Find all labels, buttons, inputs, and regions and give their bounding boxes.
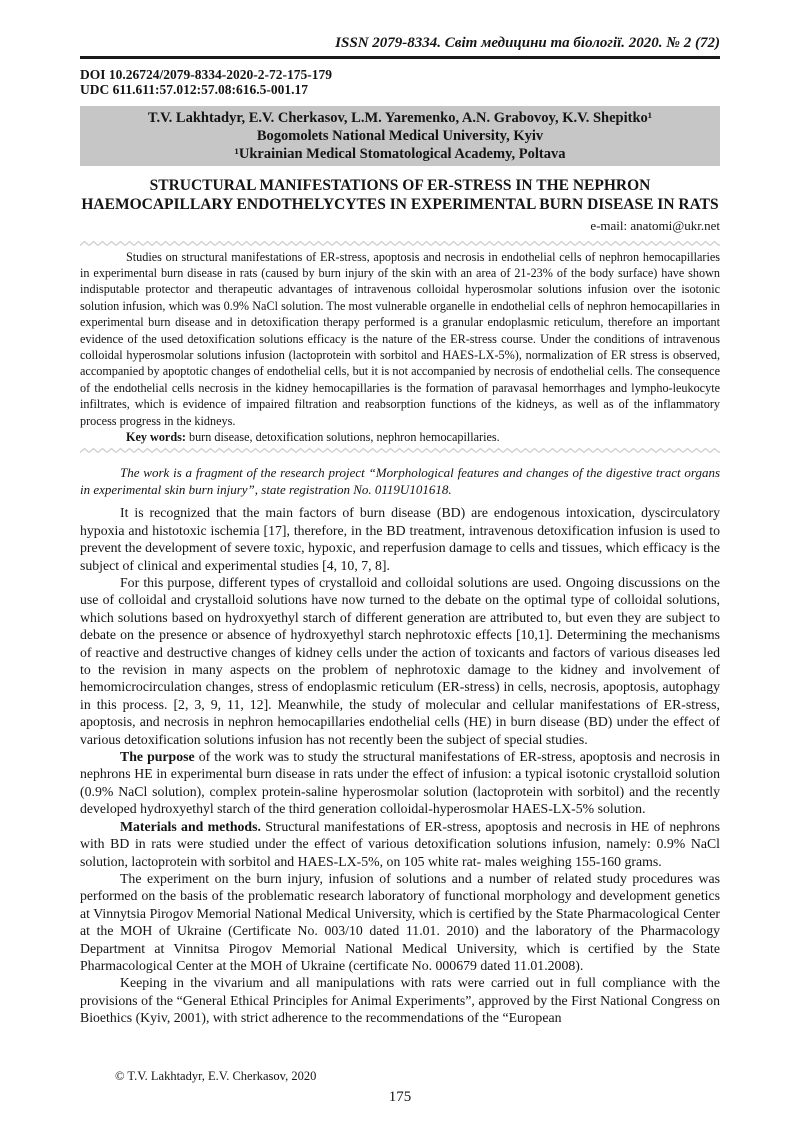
page-number: 175 [388, 1089, 412, 1105]
doi-line: DOI 10.26724/2079-8334-2020-2-72-175-179 [80, 66, 332, 82]
body-paragraph-solutions [80, 574, 720, 748]
body-paragraph-materials-methods [80, 818, 720, 870]
paragraph-lead-purpose: The purpose [120, 749, 195, 765]
body-paragraph-experiment [80, 870, 720, 974]
authors-affiliations-box [80, 106, 720, 166]
author-email: e-mail: anatomi@ukr.net [590, 217, 720, 233]
paragraph-text: of the work was to study the structural manifestations of ER-stress, apoptosis and necrosis in nephrons HE in experimental burn disease in rats under the effect of infusion: a typical isotonic crystalloid solution (0.9% NaCl solution), complex protein-saline hyperosmolar solution (lactoprotein with sorbitol) and the recently developed hydroxyethyl starch of the third generation colloidal-hyperosmolar HAES-LX-5% solution. [80, 749, 720, 817]
affiliation-poltava: ¹Ukrainian Medical Stomatological Academy, Poltava [234, 145, 566, 162]
affiliation-kyiv: Bogomolets National Medical University, Kyiv [256, 127, 544, 144]
page-footer [80, 1069, 720, 1106]
paragraph-text: Structural manifestations of ER-stress, apoptosis and necrosis in HE of nephrons with BD in rats were studied under the effect of various detoxification solutions infusion, namely: 0.9% NaCl solution, lactoprotein with sorbitol and HAES-LX-5%, on 105 white rat- males weighing 155-160 grams. [80, 818, 720, 869]
body-paragraph-purpose [80, 748, 720, 818]
udc-line: UDC 611.611:57.012:57.08:616.5-001.17 [80, 82, 308, 97]
authors-line: T.V. Lakhtadyr, E.V. Cherkasov, L.M. Yaremenko, A.N. Grabovoy, K.V. Shepitko¹ [147, 109, 653, 126]
journal-issn-header: ISSN 2079-8334. Світ медицини та біології. 2020. № 2 (72) [335, 35, 720, 51]
article-title-line1: STRUCTURAL MANIFESTATIONS OF ER-STRESS IN THE NEPHRON [149, 176, 651, 194]
keywords-line [80, 429, 720, 445]
paragraph-text: The experiment on the burn injury, infusion of solutions and a number of related study procedures was performed on the basis of the problematic research laboratory of functional morphology and development genetics at Vinnytsia Pirogov Memorial National Medical University, which is certified by the State Pharmacological Center at the MOH of Ukraine (Certificate No. 003/10 dated 11.01. 2010) and the laboratory of the Pharmacology Department at Vinnitsa Pirogov Memorial National Medical University, which is certified by the State Pharmacological Center at the MOH of Ukraine (certificate No. 000679 dated 11.01.2008). [80, 870, 720, 973]
paragraph-text: It is recognized that the main factors of burn disease (BD) are endogenous intoxication, dyscirculatory hypoxia and histotoxic ischemia [17], therefore, in the BD treatment, intravenous detoxification infusion is used to prevent the development of severe toxic, hypoxic, and reperfusion damage to cells and tissues, which efficacy is the subject of clinical and experimental studies [4, 10, 7, 8]. [80, 505, 720, 573]
doi-udc-block [80, 67, 720, 98]
zigzag-divider-bottom [80, 447, 720, 454]
copyright-line: © T.V. Lakhtadyr, E.V. Cherkasov, 2020 [115, 1069, 317, 1083]
article-title [80, 176, 720, 214]
body-paragraph-ethics [80, 974, 720, 1026]
keywords-list: burn disease, detoxification solutions, nephron hemocapillaries. [185, 429, 500, 444]
research-project-note: The work is a fragment of the research project “Morphological features and changes of the digestive tract organs in experimental skin burn injury”, state registration No. 0119U101618. [80, 465, 720, 498]
header-divider-rule [80, 56, 720, 59]
zigzag-divider-top [80, 240, 720, 247]
body-paragraph-intro [80, 504, 720, 574]
keywords-label: Key words: [126, 429, 186, 444]
article-title-line2: HAEMOCAPILLARY ENDOTHELYCYTES IN EXPERIMENTAL BURN DISEASE IN RATS [81, 195, 719, 213]
article-body [80, 504, 720, 1026]
paragraph-text: For this purpose, different types of crystalloid and colloidal solutions are used. Ongoing discussions on the use of colloidal and crystalloid solutions have now turned to the debate on the optimal type of colloidal solutions, which solutions based on hydroxyethyl starch of different generation are attributed to, but even they are subject to debate on the presence or absence of hydroxyethyl starch nephrotoxic effects [10,1]. Determining the mechanisms of reactive and destructive changes of kidney cells under the action of toxicants and factors of various diseases led to the revision in many aspects on the problem of nephrotoxic damage to the kidney and involvement of hemomicrocirculation changes, stress of endoplasmic reticulum (ER-stress) in cells, necrosis, apoptosis, autophagy in this process. [2, 3, 9, 11, 12]. Meanwhile, the study of molecular and cellular manifestations of ER-stress, apoptosis, and necrosis in nephron hemocapillaries endothelial cells (HE) in burn disease (BD) under the effect of various detoxification solutions infusion has not recently been the subject of special studies. [80, 575, 720, 747]
abstract-section [80, 249, 720, 446]
paragraph-text: Keeping in the vivarium and all manipulations with rats were carried out in full compliance with the provisions of the “General Ethical Principles for Animal Experiments”, approved by the First National Congress on Bioethics (Kyiv, 2001), with strict adherence to the recommendations of the “European [80, 975, 720, 1026]
abstract-text: Studies on structural manifestations of ER-stress, apoptosis and necrosis in endothelial cells of nephron hemocapillaries in experimental burn disease in rats (caused by burn injury of the skin with an area of 21-23% of the body surface) have shown indisputable protector and therapeutic advantages of intravenous colloidal hyperosmolar solutions infusion over the isotonic solution infusion, which was 0.9% NaCl solution. The most vulnerable organelle in endothelial cells of nephron hemocapillaries in experimental burn disease and in detoxification therapy performed is a granular endoplasmic reticulum, therefore an important evidence of the used detoxification solutions efficacy is the nature of the ER-stress course. Under the conditions of intravenous colloidal hyperosmolar solutions infusion (lactoprotein with sorbitol and HAES-LX-5%), normalization of ER stress is observed, accompanied by apoptotic changes of endothelial cells, but it is not accompanied by necrosis of endothelial cells. The consequence of the endothelial cells necrosis in the kidney hemocapillaries is the formation of paravasal hemorrhages and lympho-leukocyte infiltrates, which is evidence of impaired filtration and reabsorption functions of the kidneys, as well as of the inflammatory process progress in the kidneys. [80, 249, 720, 428]
paragraph-lead-materials: Materials and methods. [120, 818, 261, 834]
